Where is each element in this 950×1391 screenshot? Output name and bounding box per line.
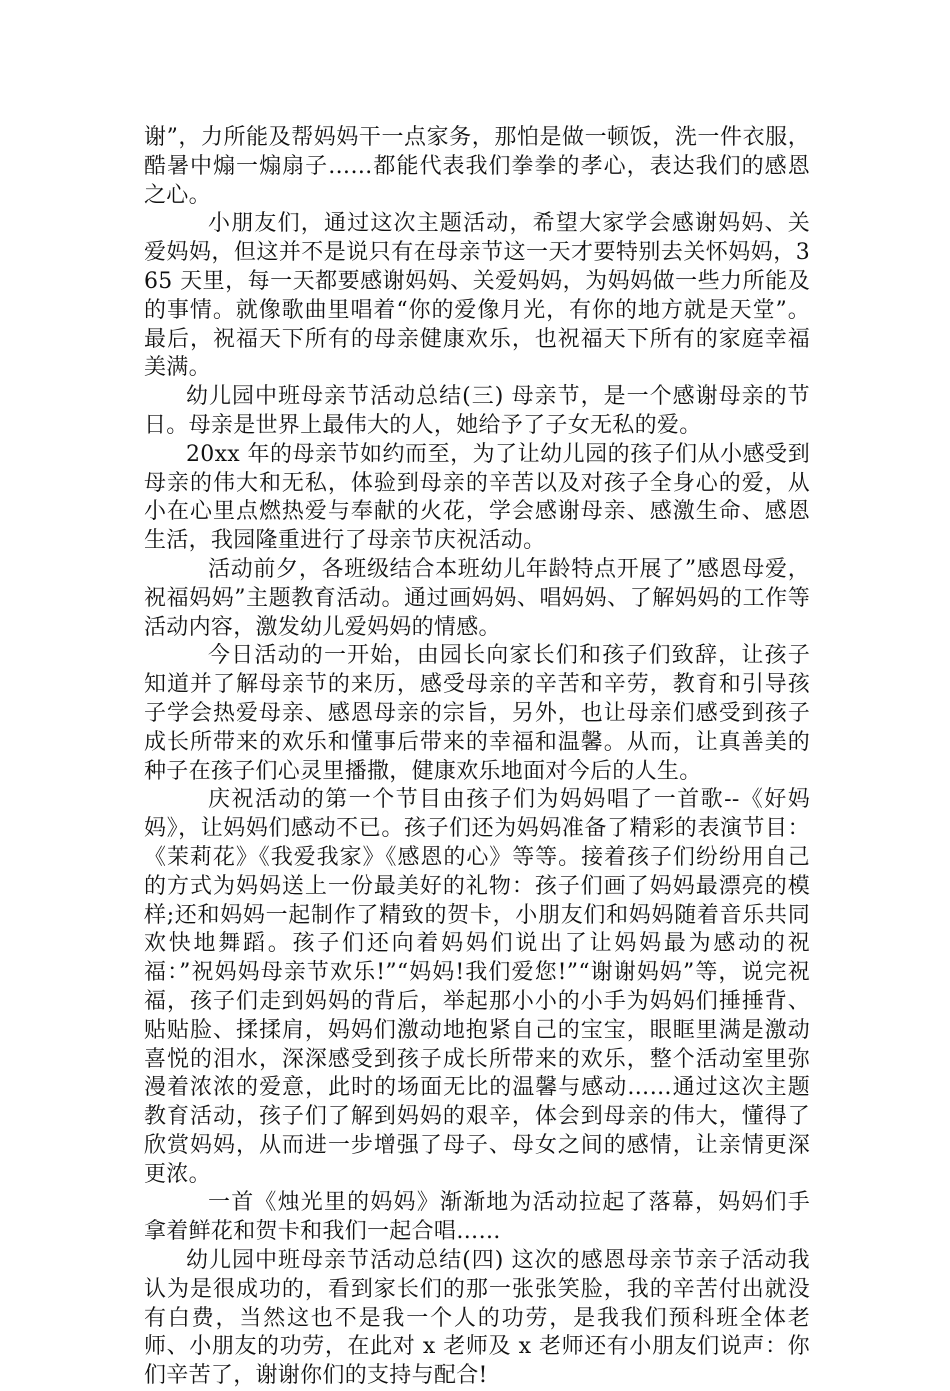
paragraph-children-message: 小朋友们，通过这次主题活动，希望大家学会感谢妈妈、关爱妈妈，但这并不是说只有在母亲节这一天才要特别去关怀妈妈，365 天里，每一天都要感谢妈妈、关爱妈妈，为妈妈做一些力所能及的事情。就像歌曲里唱着“你的爱像月光，有你的地方就是天堂”。最后，祝福天下所有的母亲健康欢乐，也祝福天下所有的家庭幸福美满。	[144, 211, 810, 381]
paragraph-continued-thanks: 谢”，力所能及帮妈妈干一点家务，那怕是做一顿饭，洗一件衣服，酷暑中煽一煽扇子……都能代表我们拳拳的孝心，表达我们的感恩之心。	[144, 125, 810, 208]
paragraph-closing-song: 一首《烛光里的妈妈》渐渐地为活动拉起了落幕，妈妈们手拿着鲜花和贺卡和我们一起合唱……	[144, 1190, 810, 1245]
paragraph-opening-speech: 今日活动的一开始，由园长向家长们和孩子们致辞，让孩子知道并了解母亲节的来历，感受母亲的辛苦和辛劳，教育和引导孩子学会热爱母亲、感恩母亲的宗旨，另外，也让母亲们感受到孩子成长所带来的欢乐和懂事后带来的幸福和温馨。从而，让真善美的种子在孩子们心灵里播撒，健康欢乐地面对今后的人生。	[144, 643, 810, 784]
paragraph-summary-three-heading: 幼儿园中班母亲节活动总结(三) 母亲节，是一个感谢母亲的节日。母亲是世界上最伟大的人，她给予了子女无私的爱。	[144, 384, 810, 438]
paragraph-celebration-program: 庆祝活动的第一个节目由孩子们为妈妈唱了一首歌--《好妈妈》，让妈妈们感动不已。孩子们还为妈妈准备了精彩的表演节目：《茉莉花》《我爱我家》《感恩的心》等等。接着孩子们纷纷用自己的方式为妈妈送上一份最美好的礼物：孩子们画了妈妈最漂亮的模样;还和妈妈一起制作了精致的贺卡，小朋友们和妈妈随着音乐共同欢快地舞蹈。孩子们还向着妈妈们说出了让妈妈最为感动的祝福：”祝妈妈母亲节欢乐!”“妈妈!我们爱您!”“谢谢妈妈”等，说完祝福，孩子们走到妈妈的背后，举起那小小的小手为妈妈们捶捶背、贴贴脸、揉揉肩，妈妈们激动地抱紧自己的宝宝，眼眶里满是激动喜悦的泪水，深深感受到孩子成长所带来的欢乐，整个活动室里弥漫着浓浓的爱意，此时的场面无比的温馨与感动……通过这次主题教育活动，孩子们了解到妈妈的艰辛，体会到母亲的伟大，懂得了欣赏妈妈，从而进一步增强了母子、母女之间的感情，让亲情更深更浓。	[144, 787, 810, 1187]
paragraph-mothers-day-arrival: 20xx 年的母亲节如约而至，为了让幼儿园的孩子们从小感受到母亲的伟大和无私，体验到母亲的辛苦以及对孩子全身心的爱，从小在心里点燃热爱与奉献的火花，学会感谢母亲、感激生命、感恩生活，我园隆重进行了母亲节庆祝活动。	[144, 441, 810, 554]
document-body	[144, 124, 810, 1391]
paragraph-summary-four: 幼儿园中班母亲节活动总结(四) 这次的感恩母亲节亲子活动我认为是很成功的，看到家长们的那一张张笑脸，我的辛苦付出就没有白费，当然这也不是我一个人的功劳，是我我们预科班全体老师、小朋友的功劳，在此对 x 老师及 x 老师还有小朋友们说声：你们辛苦了，谢谢你们的支持与配合!	[144, 1248, 810, 1389]
paragraph-activity-eve: 活动前夕，各班级结合本班幼儿年龄特点开展了”感恩母爱，祝福妈妈”主题教育活动。通过画妈妈、唱妈妈、了解妈妈的工作等活动内容，激发幼儿爱妈妈的情感。	[144, 556, 810, 640]
